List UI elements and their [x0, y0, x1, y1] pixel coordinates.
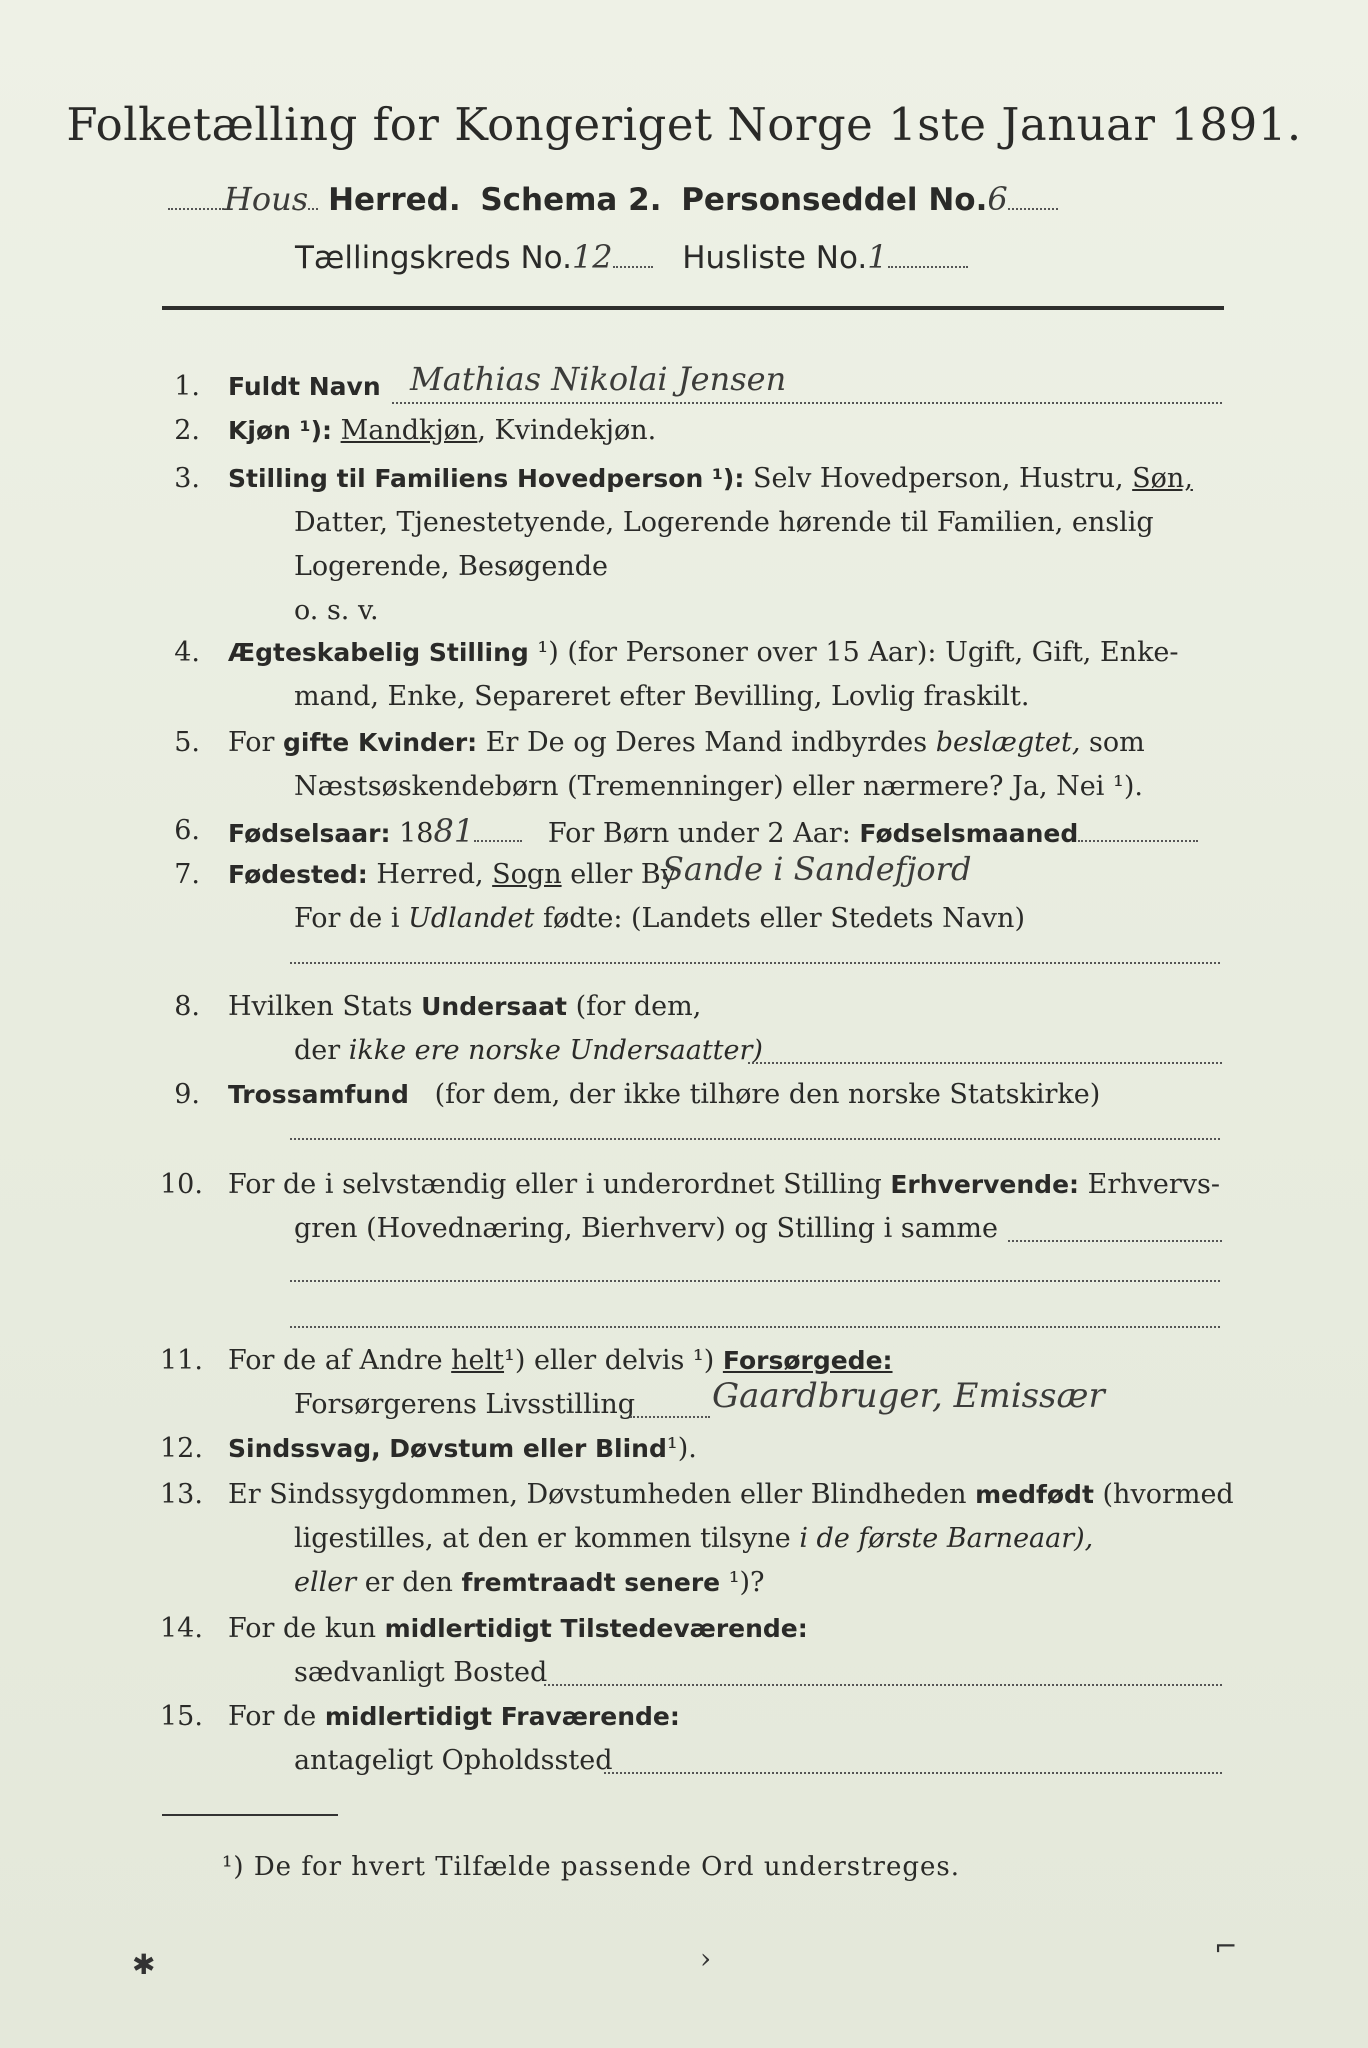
fill-line	[604, 1772, 1222, 1774]
fill-line	[630, 1416, 710, 1418]
husliste-handwritten: 1	[867, 238, 888, 276]
footnote-rule	[162, 1814, 338, 1816]
header-line-kreds: Tællingskreds No.12 Husliste No.1	[295, 238, 968, 276]
birthplace-handwritten: Sande i Sandefjord	[662, 850, 972, 888]
fill-line	[290, 1326, 1220, 1328]
form-title: Folketælling for Kongeriget Norge 1ste Januar 1891.	[66, 98, 1302, 151]
personseddel-handwritten: 6	[987, 180, 1008, 218]
fill-line	[392, 402, 1222, 404]
footnote: ¹) De for hvert Tilfælde passende Ord understreges.	[222, 1852, 961, 1882]
stray-mark-icon: ›	[700, 1942, 712, 1975]
birthyear-handwritten: 81	[433, 812, 475, 850]
fill-line	[290, 962, 1220, 964]
fill-line	[290, 1138, 1220, 1140]
name-handwritten: Mathias Nikolai Jensen	[410, 360, 787, 398]
fill-line	[748, 1062, 1222, 1064]
fill-line	[544, 1684, 1222, 1686]
stray-mark-icon: ✱	[132, 1948, 156, 1981]
stray-mark-icon: ⌐	[1214, 1930, 1238, 1963]
header-rule	[162, 306, 1224, 310]
census-form: Folketælling for Kongeriget Norge 1ste Januar 1891. Hous Herred. Schema 2. Personseddel No.6 Tællingskreds No.12 Husliste No.1 1. Fuldt Navn Mathias Nikolai Jensen 2. Kjøn ¹): Mandkjøn, Kvindekjøn. 3. Stilling til Familiens Hovedperson ¹): Selv Hovedperson, Hustru, Søn, Datter, Tjenestetyende, Logerende hørende til Familien, enslig Logerende, Besøgende o. s. v. 4. Ægteskabelig Stilling ¹) (for Personer over 15 Aar): Ugift, Gift, Enke- mand, Enke, Separeret efter Bevilling, Lovlig fraskilt. 5. For gifte Kvinder: Er De og Deres Mand indbyrdes beslægtet, som Næstsøskendebørn (Tremenninger) eller nærmere? Ja, Nei ¹). 6. Fødselsaar: 1881 For Børn under 2 Aar: Fødselsmaaned 7. Fødested: Herred, Sogn eller By Sande i Sandefjord For de i Udlandet fødte: (Landets eller Stedets Navn) 8. Hvilken Stats Undersaat (for dem, der ikke ere norske Undersaatter) 9. Trossamfund (for dem, der ikke tilhøre den norske Statskirke) 10. For de i selvstændig eller i underordnet Stilling Erhvervende: Erhvervs- gren (Hovednæring, Bierhverv) og Stilling i samme 11. For de af Andre helt¹) eller delvis ¹) Forsørgede: Forsørgerens Livsstilling Gaardbruger, Emissær 12. Sindssvag, Døvstum eller Blind¹). 13. Er Sindssygdommen, Døvstumheden eller Blindheden medfødt (hvormed ligestilles, at den er kommen tilsyne i de første Barneaar), eller er den fremtraadt senere ¹)? 14. For de kun midlertidigt Tilstedeværende: sædvanligt Bosted 15. For de midlertidigt Fraværende: antageligt Opholdssted ¹) De for hvert Tilfælde passende Ord understreges. ✱ › ⌐	[0, 0, 1368, 2048]
herred-handwritten: Hous	[224, 180, 309, 218]
provider-handwritten: Gaardbruger, Emissær	[712, 1376, 1105, 1416]
kreds-handwritten: 12	[571, 238, 613, 276]
header-line-herred: Hous Herred. Schema 2. Personseddel No.6	[168, 180, 1058, 218]
fill-line	[290, 1280, 1220, 1282]
fill-line	[1008, 1240, 1222, 1242]
